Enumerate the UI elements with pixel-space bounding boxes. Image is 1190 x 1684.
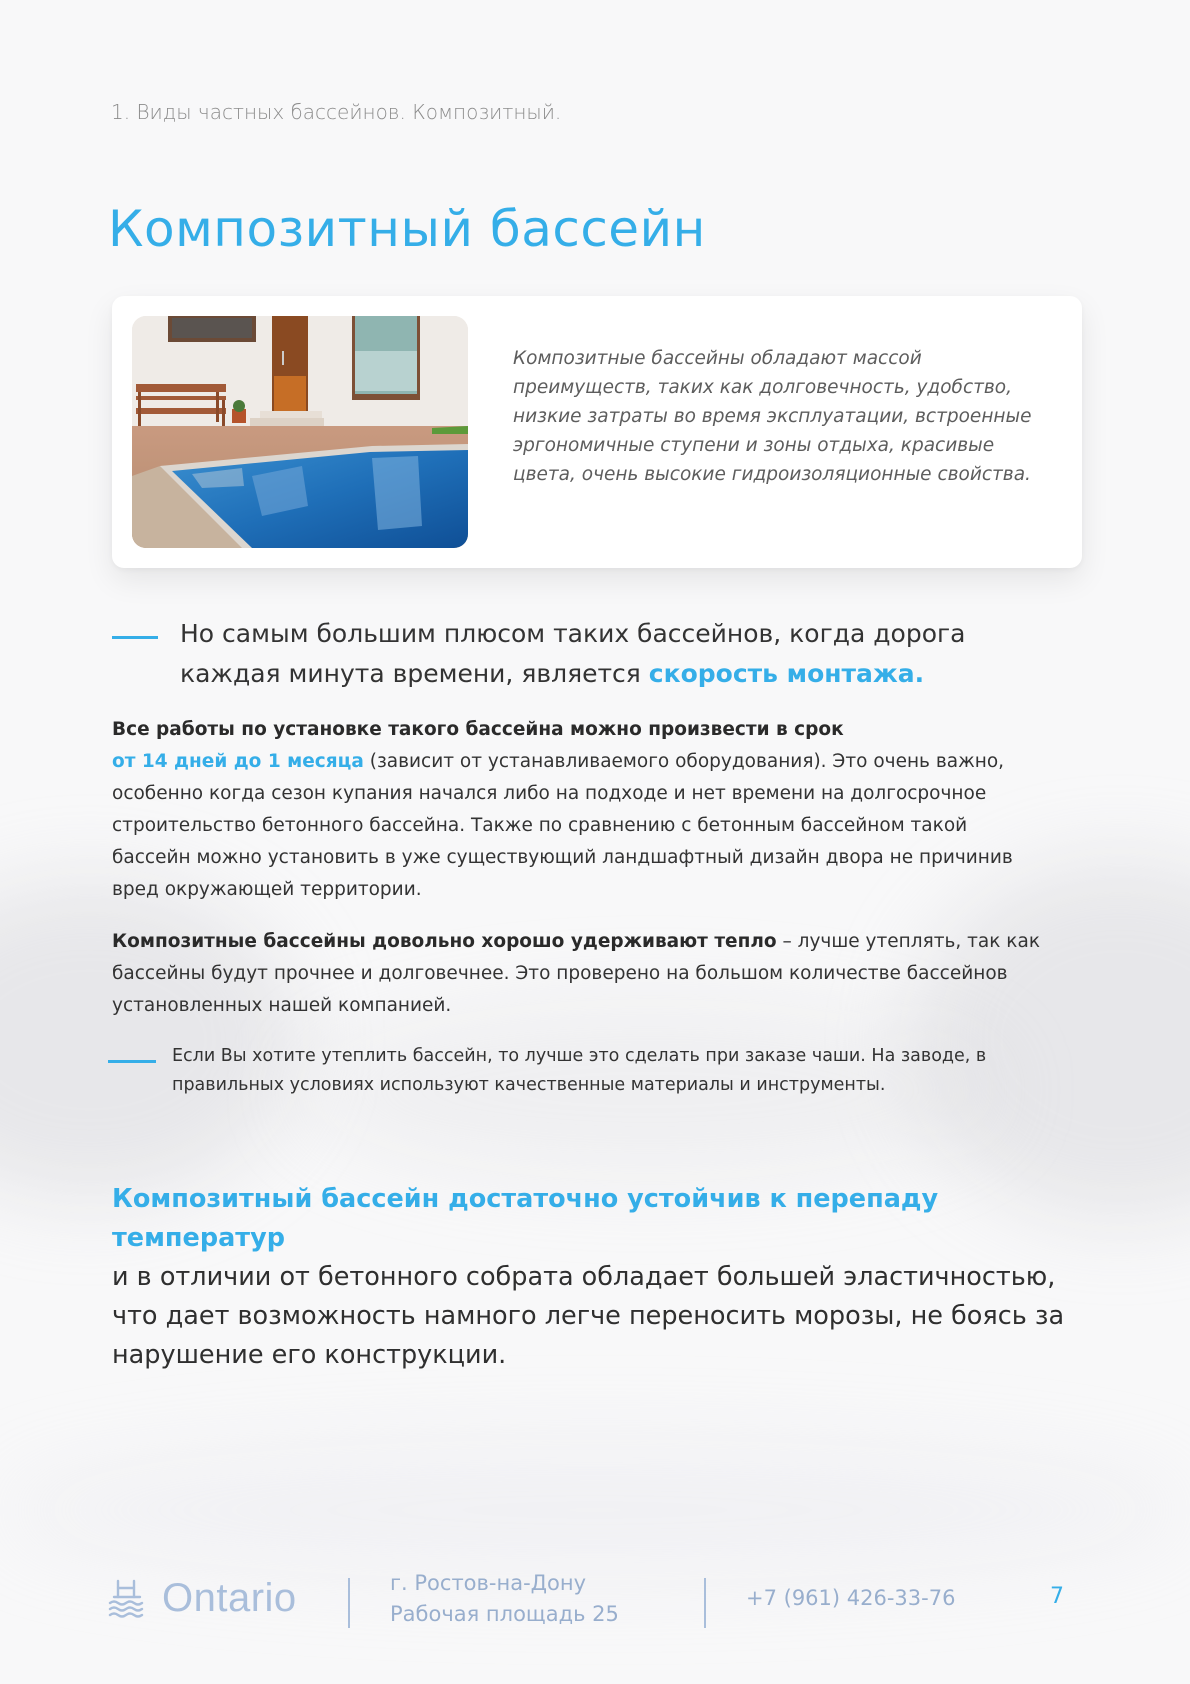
intro-card — [112, 296, 1082, 568]
paragraph-body: (зависит от устанавливаемого оборудования). Это очень важно, особенно когда сезон купания начался либо на подходе и нет времени на долгосрочное строительство бетонного бассейна. Также по сравнению с бетонным бассейном такой бассейн можно установить в уже существующий ландшафтный дизайн двора не причинив вред окружающей территории. — [112, 751, 1013, 900]
note-text: Если Вы хотите утеплить бассейн, то лучше это сделать при заказе чаши. На заводе, в правильных условиях используют качественные материалы и инструменты. — [172, 1046, 987, 1095]
footer-phone[interactable]: +7 (961) 426-33-76 — [746, 1586, 956, 1610]
footer-address — [390, 1568, 619, 1630]
lead-accent: скорость монтажа. — [648, 659, 925, 688]
breadcrumb: 1. Виды частных бассейнов. Композитный. — [111, 100, 562, 124]
lead-body: Но самым большим плюсом таких бассейнов, когда дорога каждая минута времени, является — [180, 619, 966, 688]
paragraph-heat — [112, 926, 1042, 1022]
paragraph-installation — [112, 714, 1042, 906]
closing-paragraph — [112, 1180, 1072, 1375]
footer-divider — [704, 1578, 706, 1628]
background-shadow — [0, 1440, 1190, 1580]
closing-body: и в отличии от бетонного собрата обладает большей эластичностью, что дает возможность намного легче переносить морозы, не боясь за нарушение его конструкции. — [112, 1262, 1065, 1370]
lead-text — [180, 614, 1040, 694]
brand-name: Ontario — [162, 1576, 297, 1620]
brand-logo — [108, 1576, 297, 1621]
paragraph-body: – лучше утеплять, так как бассейны будут прочнее и долговечнее. Это проверено на большом количестве бассейнов установленных нашей компанией. — [112, 931, 1040, 1016]
card-description: Композитные бассейны обладают массой преимуществ, таких как долговечность, удобство, низкие затраты во время эксплуатации, встроенные эргономичные ступени и зоны отдыха, красивые цвета, очень высокие гидроизоляционные свойства. — [513, 348, 1032, 485]
pool-ladder-waves-icon — [108, 1579, 146, 1619]
paragraph-bold: Все работы по установке такого бассейна можно произвести в срок — [112, 719, 844, 740]
page-title: Композитный бассейн — [108, 200, 706, 258]
paragraph-accent: от 14 дней до 1 месяца — [112, 751, 364, 772]
address-street: Рабочая площадь 25 — [390, 1602, 619, 1626]
pool-photo-illustration — [132, 316, 468, 548]
footer — [0, 1560, 1190, 1640]
address-city: г. Ростов-на-Дону — [390, 1571, 587, 1595]
footer-divider — [348, 1578, 350, 1628]
page-number: 7 — [1050, 1584, 1064, 1609]
accent-dash — [108, 1060, 156, 1063]
pool-photo — [132, 316, 468, 548]
accent-dash — [112, 636, 158, 639]
paragraph-bold: Композитные бассейны довольно хорошо удерживают тепло — [112, 931, 777, 952]
closing-accent: Композитный бассейн достаточно устойчив к перепаду температур — [112, 1184, 939, 1253]
background-shadow — [910, 860, 1190, 1220]
